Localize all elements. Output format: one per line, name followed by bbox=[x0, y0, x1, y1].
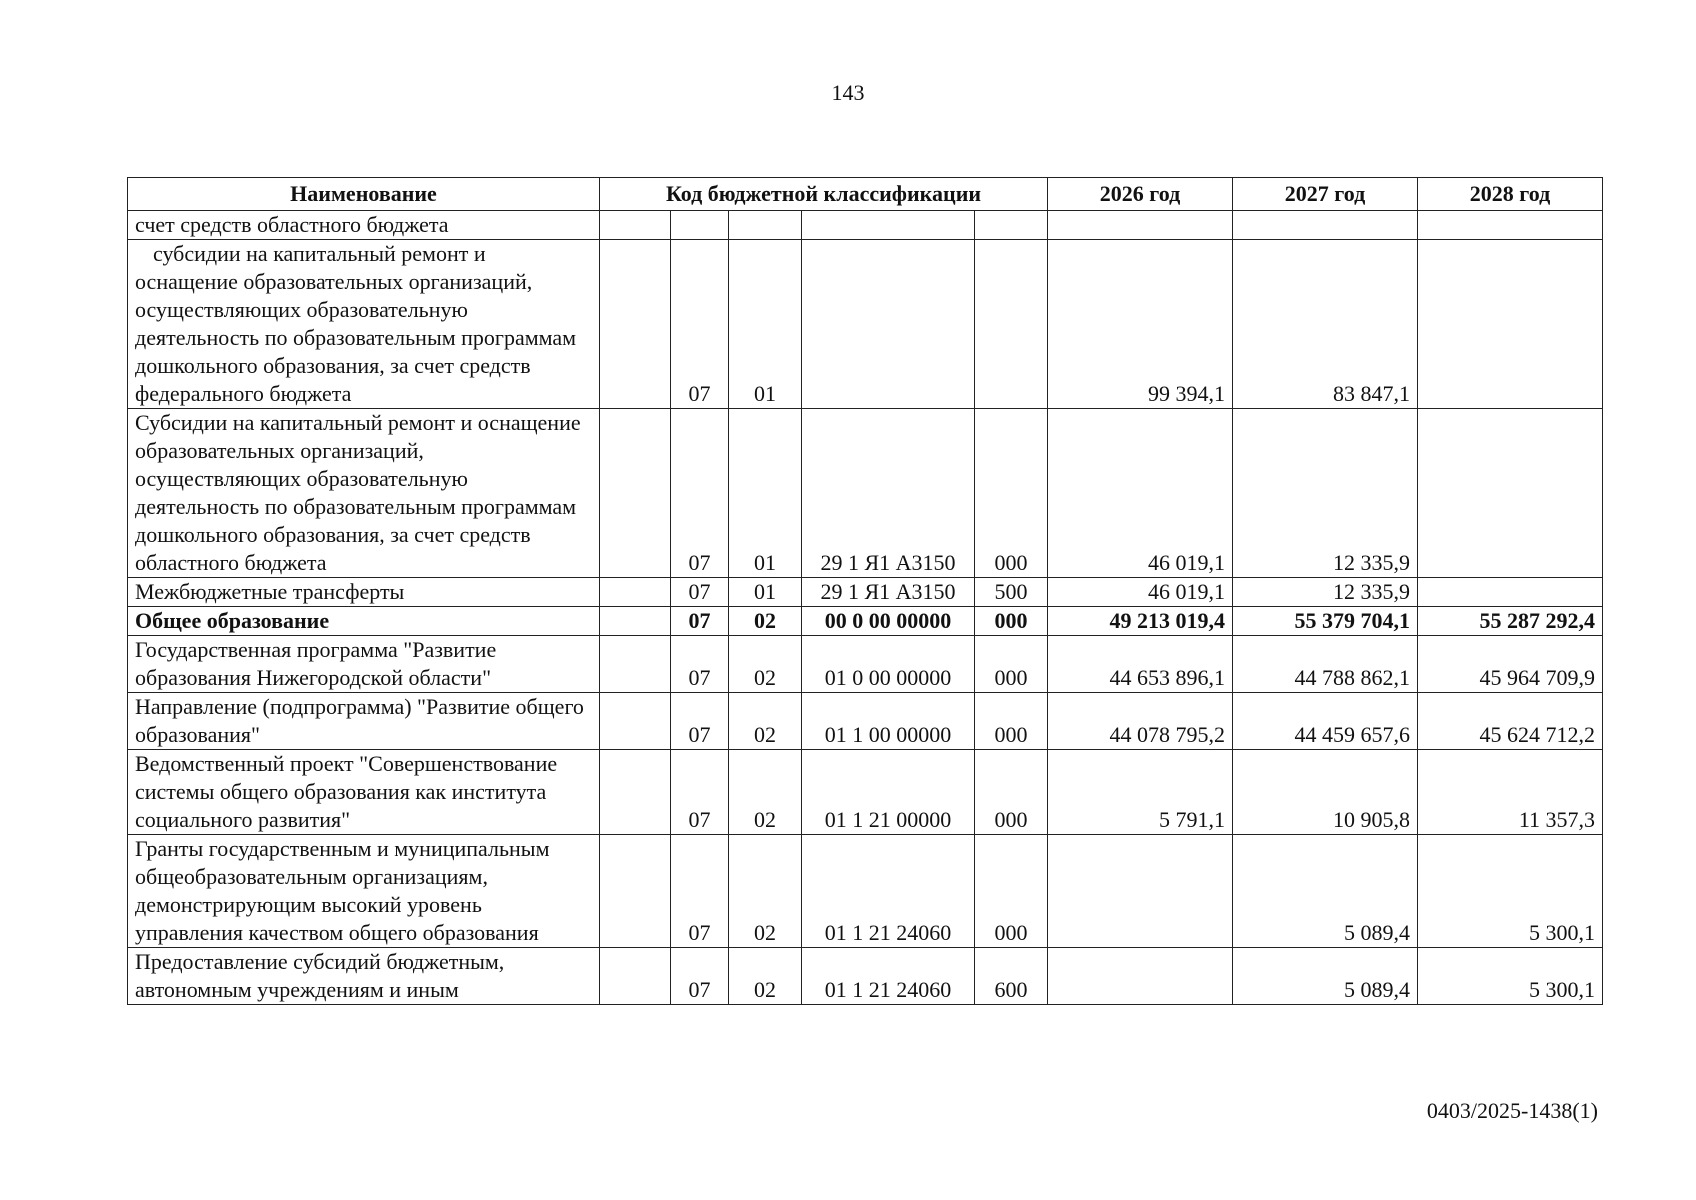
table-cell-2028 bbox=[1418, 409, 1603, 578]
table-row bbox=[128, 750, 1603, 835]
table-cell-code-subsection: 02 bbox=[729, 948, 802, 1005]
table-cell-2028 bbox=[1418, 211, 1603, 240]
table-cell-code-target: 00 0 00 00000 bbox=[802, 607, 975, 636]
table-cell-code-subsection: 02 bbox=[729, 750, 802, 835]
table-row bbox=[128, 636, 1603, 693]
table-cell-code-expense-type: 600 bbox=[975, 948, 1048, 1005]
table-cell-code-subsection: 01 bbox=[729, 240, 802, 409]
table-cell-code-target: 29 1 Я1 А3150 bbox=[802, 578, 975, 607]
table-cell-2026 bbox=[1048, 835, 1233, 948]
table-cell-2028: 55 287 292,4 bbox=[1418, 607, 1603, 636]
table-row bbox=[128, 948, 1603, 1005]
table-cell-code-target bbox=[802, 240, 975, 409]
table-body bbox=[128, 211, 1603, 1005]
table-cell-name: Государственная программа "Развитие образования Нижегородской области" bbox=[128, 636, 600, 693]
document-code: 0403/2025-1438(1) bbox=[1426, 1098, 1598, 1123]
table-cell-2026: 49 213 019,4 bbox=[1048, 607, 1233, 636]
table-row bbox=[128, 409, 1603, 578]
table-row bbox=[128, 240, 1603, 409]
table-cell-name: Общее образование bbox=[128, 607, 600, 636]
table-cell-2026: 99 394,1 bbox=[1048, 240, 1233, 409]
table-cell-2026 bbox=[1048, 948, 1233, 1005]
table-cell-2027: 5 089,4 bbox=[1233, 835, 1418, 948]
table-cell-code-target: 01 1 00 00000 bbox=[802, 693, 975, 750]
table-row bbox=[128, 835, 1603, 948]
table-cell-code-section: 07 bbox=[671, 578, 729, 607]
table-cell-2026: 44 078 795,2 bbox=[1048, 693, 1233, 750]
table-cell-code-expense-type: 500 bbox=[975, 578, 1048, 607]
table-cell-2027: 83 847,1 bbox=[1233, 240, 1418, 409]
table-cell-code-empty bbox=[600, 693, 671, 750]
table-cell-code-expense-type: 000 bbox=[975, 636, 1048, 693]
table-cell-code-empty bbox=[600, 636, 671, 693]
table-cell-code-target: 01 1 21 24060 bbox=[802, 948, 975, 1005]
table-cell-2028: 5 300,1 bbox=[1418, 835, 1603, 948]
header-code: Код бюджетной классификации bbox=[600, 178, 1048, 211]
table-cell-code-section: 07 bbox=[671, 693, 729, 750]
table-cell-2028: 11 357,3 bbox=[1418, 750, 1603, 835]
table-cell-2028: 5 300,1 bbox=[1418, 948, 1603, 1005]
table-cell-code-section: 07 bbox=[671, 409, 729, 578]
table-cell-code-section: 07 bbox=[671, 636, 729, 693]
table-cell-2026: 44 653 896,1 bbox=[1048, 636, 1233, 693]
table-header-row bbox=[128, 178, 1603, 211]
table-cell-code-section: 07 bbox=[671, 607, 729, 636]
table-cell-code-expense-type: 000 bbox=[975, 409, 1048, 578]
table-cell-2027: 12 335,9 bbox=[1233, 578, 1418, 607]
table-cell-2028 bbox=[1418, 240, 1603, 409]
budget-table bbox=[127, 177, 1603, 1005]
table-cell-code-subsection: 02 bbox=[729, 835, 802, 948]
table-cell-name: Межбюджетные трансферты bbox=[128, 578, 600, 607]
table-cell-code-section: 07 bbox=[671, 240, 729, 409]
table-cell-2027: 12 335,9 bbox=[1233, 409, 1418, 578]
table-cell-code-expense-type: 000 bbox=[975, 693, 1048, 750]
header-name: Наименование bbox=[128, 178, 600, 211]
table-cell-2026: 46 019,1 bbox=[1048, 409, 1233, 578]
header-2028: 2028 год bbox=[1418, 178, 1603, 211]
table-cell-code-empty bbox=[600, 750, 671, 835]
table-cell-code-empty bbox=[600, 578, 671, 607]
table-cell-name: Ведомственный проект "Совершенствование системы общего образования как института социального развития" bbox=[128, 750, 600, 835]
page-number: 143 bbox=[831, 80, 865, 105]
table-cell-name: Предоставление субсидий бюджетным, автономным учреждениям и иным bbox=[128, 948, 600, 1005]
table-cell-code-section: 07 bbox=[671, 750, 729, 835]
table-cell-name: субсидии на капитальный ремонт и оснащение образовательных организаций, осуществляющих образовательную деятельность по образовательным программам дошкольного образования, за счет средств федерального бюджета bbox=[128, 240, 600, 409]
table-cell-name: Направление (подпрограмма) "Развитие общего образования" bbox=[128, 693, 600, 750]
table-cell-2028: 45 964 709,9 bbox=[1418, 636, 1603, 693]
table-cell-code-target: 01 1 21 24060 bbox=[802, 835, 975, 948]
table-cell-name: счет средств областного бюджета bbox=[128, 211, 600, 240]
table-cell-name: Гранты государственным и муниципальным общеобразовательным организациям, демонстрирующим высокий уровень управления качеством общего образования bbox=[128, 835, 600, 948]
table-cell-code-target: 01 0 00 00000 bbox=[802, 636, 975, 693]
table-cell-2027: 44 788 862,1 bbox=[1233, 636, 1418, 693]
table-cell-code-empty bbox=[600, 409, 671, 578]
table-cell-name: Субсидии на капитальный ремонт и оснащение образовательных организаций, осуществляющих образовательную деятельность по образовательным программам дошкольного образования, за счет средств областного бюджета bbox=[128, 409, 600, 578]
table-cell-2027: 5 089,4 bbox=[1233, 948, 1418, 1005]
table-cell-code-subsection bbox=[729, 211, 802, 240]
table-cell-code-empty bbox=[600, 211, 671, 240]
table-cell-code-empty bbox=[600, 948, 671, 1005]
table-cell-code-target: 01 1 21 00000 bbox=[802, 750, 975, 835]
table-cell-2026 bbox=[1048, 211, 1233, 240]
table-cell-code-subsection: 02 bbox=[729, 693, 802, 750]
table-row bbox=[128, 578, 1603, 607]
table-cell-2026: 5 791,1 bbox=[1048, 750, 1233, 835]
header-2026: 2026 год bbox=[1048, 178, 1233, 211]
table-cell-code-section: 07 bbox=[671, 835, 729, 948]
table-cell-code-expense-type bbox=[975, 240, 1048, 409]
table-cell-code-empty bbox=[600, 607, 671, 636]
table-cell-2027: 55 379 704,1 bbox=[1233, 607, 1418, 636]
table-cell-code-expense-type: 000 bbox=[975, 607, 1048, 636]
table-cell-code-subsection: 01 bbox=[729, 578, 802, 607]
table-cell-2027: 10 905,8 bbox=[1233, 750, 1418, 835]
table-cell-2027: 44 459 657,6 bbox=[1233, 693, 1418, 750]
table-row bbox=[128, 211, 1603, 240]
table-cell-code-empty bbox=[600, 240, 671, 409]
table-cell-code-empty bbox=[600, 835, 671, 948]
table-cell-code-subsection: 02 bbox=[729, 636, 802, 693]
table-cell-code-section: 07 bbox=[671, 948, 729, 1005]
table-row bbox=[128, 607, 1603, 636]
table-cell-2028 bbox=[1418, 578, 1603, 607]
table-cell-code-expense-type bbox=[975, 211, 1048, 240]
table-cell-code-target bbox=[802, 211, 975, 240]
table-cell-code-expense-type: 000 bbox=[975, 750, 1048, 835]
table-cell-code-subsection: 01 bbox=[729, 409, 802, 578]
header-2027: 2027 год bbox=[1233, 178, 1418, 211]
table-cell-code-target: 29 1 Я1 А3150 bbox=[802, 409, 975, 578]
table-cell-code-subsection: 02 bbox=[729, 607, 802, 636]
table-row bbox=[128, 693, 1603, 750]
table-cell-2027 bbox=[1233, 211, 1418, 240]
table-cell-code-section bbox=[671, 211, 729, 240]
table-cell-code-expense-type: 000 bbox=[975, 835, 1048, 948]
table-cell-2026: 46 019,1 bbox=[1048, 578, 1233, 607]
table-cell-2028: 45 624 712,2 bbox=[1418, 693, 1603, 750]
